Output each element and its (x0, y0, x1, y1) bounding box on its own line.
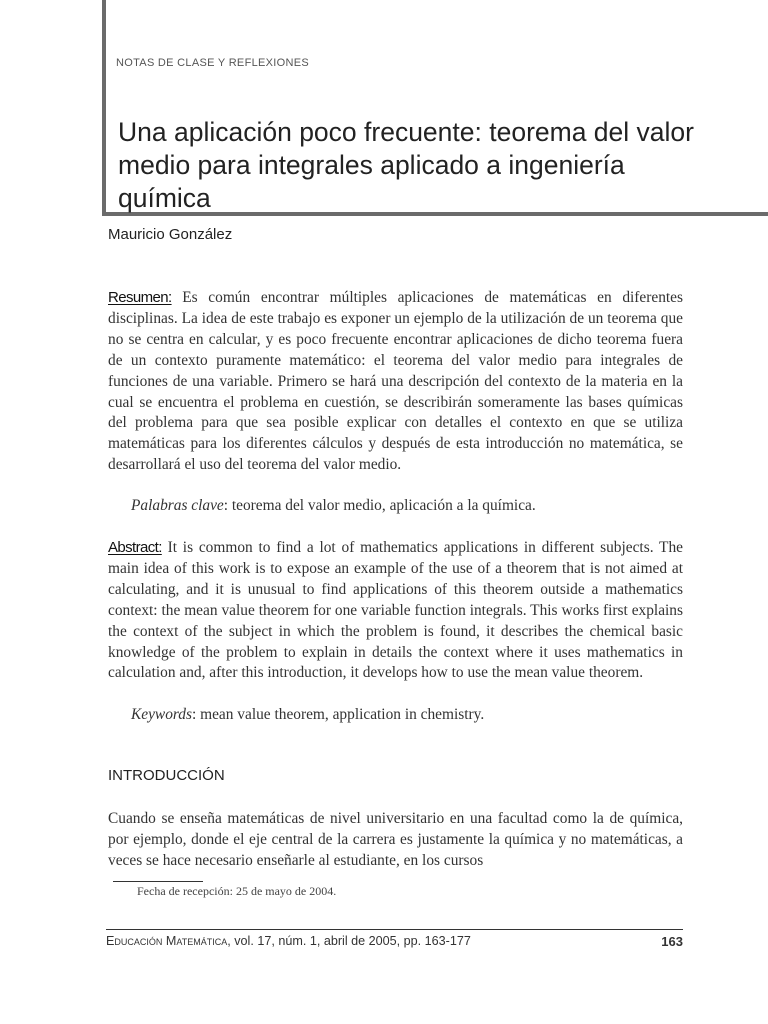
article-author: Mauricio González (108, 226, 233, 243)
resumen-text: Es común encontrar múltiples aplicaciones de matemáticas en diferentes disciplinas. La idea de este trabajo es exponer un ejemplo de la utilización de un teorema que no se centra en calcular, y es poco frecuente encontrar aplicaciones de dicho teorema fuera de un contexto puramente matemático: el teorema del valor medio para integrales de funciones de una variable. Primero se hará una descripción del contexto de la materia en la cual se encuentra el problema en cuestión, se describirán someramente las bases químicas del problema para que sea posible explicar con detalles el contexto en que se utiliza matemáticas para los diferentes cálculos y después de esta introducción no matemática, se desarrollará el uso del teorema del valor medio. (108, 289, 683, 474)
introduccion-heading: INTRODUCCIÓN (108, 767, 225, 784)
journal-name: Educación Matemática (106, 934, 228, 948)
footer-rule (106, 929, 683, 930)
keywords-text: : mean value theorem, application in chemistry. (192, 706, 485, 723)
article-title: Una aplicación poco frecuente: teorema del valor medio para integrales aplicado a ingeniería química (118, 117, 694, 213)
keywords-label: Keywords (131, 706, 192, 723)
header-vertical-rule (102, 0, 106, 216)
footnote: Fecha de recepción: 25 de mayo de 2004. (137, 884, 337, 898)
palabras-clave-label: Palabras clave (131, 497, 224, 514)
keywords-line (131, 704, 484, 725)
journal-citation: , vol. 17, núm. 1, abril de 2005, pp. 163-177 (227, 934, 471, 948)
palabras-clave-text: : teorema del valor medio, aplicación a la química. (223, 497, 536, 514)
abstract-paragraph (108, 538, 683, 684)
abstract-text: It is common to find a lot of mathematics applications in different subjects. The main idea of this work is to expose an example of the use of a theorem that is not aimed at calculating, and it is unusual to find applications of this theorem outside a mathematics context: the mean value theorem for one variable function integrals. This works first explains the context of the subject in which the problem is found, it describes the chemical basic knowledge of the problem to explain in details the context where it uses mathematics in calculation and, after this introduction, it develops how to use the mean value theorem. (108, 539, 683, 682)
palabras-clave-line (131, 495, 536, 516)
section-label: NOTAS DE CLASE Y REFLEXIONES (116, 57, 310, 69)
page-footer (106, 934, 683, 948)
abstract-label: Abstract: (108, 539, 162, 556)
page-number: 163 (661, 934, 683, 949)
footnote-rule (113, 881, 203, 882)
resumen-label: Resumen: (108, 289, 172, 306)
resumen-paragraph (108, 288, 683, 476)
introduccion-paragraph: Cuando se enseña matemáticas de nivel universitario en una facultad como la de química, por ejemplo, donde el eje central de la carrera es justamente la química y no matemáticas, a veces se hace necesario enseñarle al estudiante, en los cursos (108, 810, 683, 869)
